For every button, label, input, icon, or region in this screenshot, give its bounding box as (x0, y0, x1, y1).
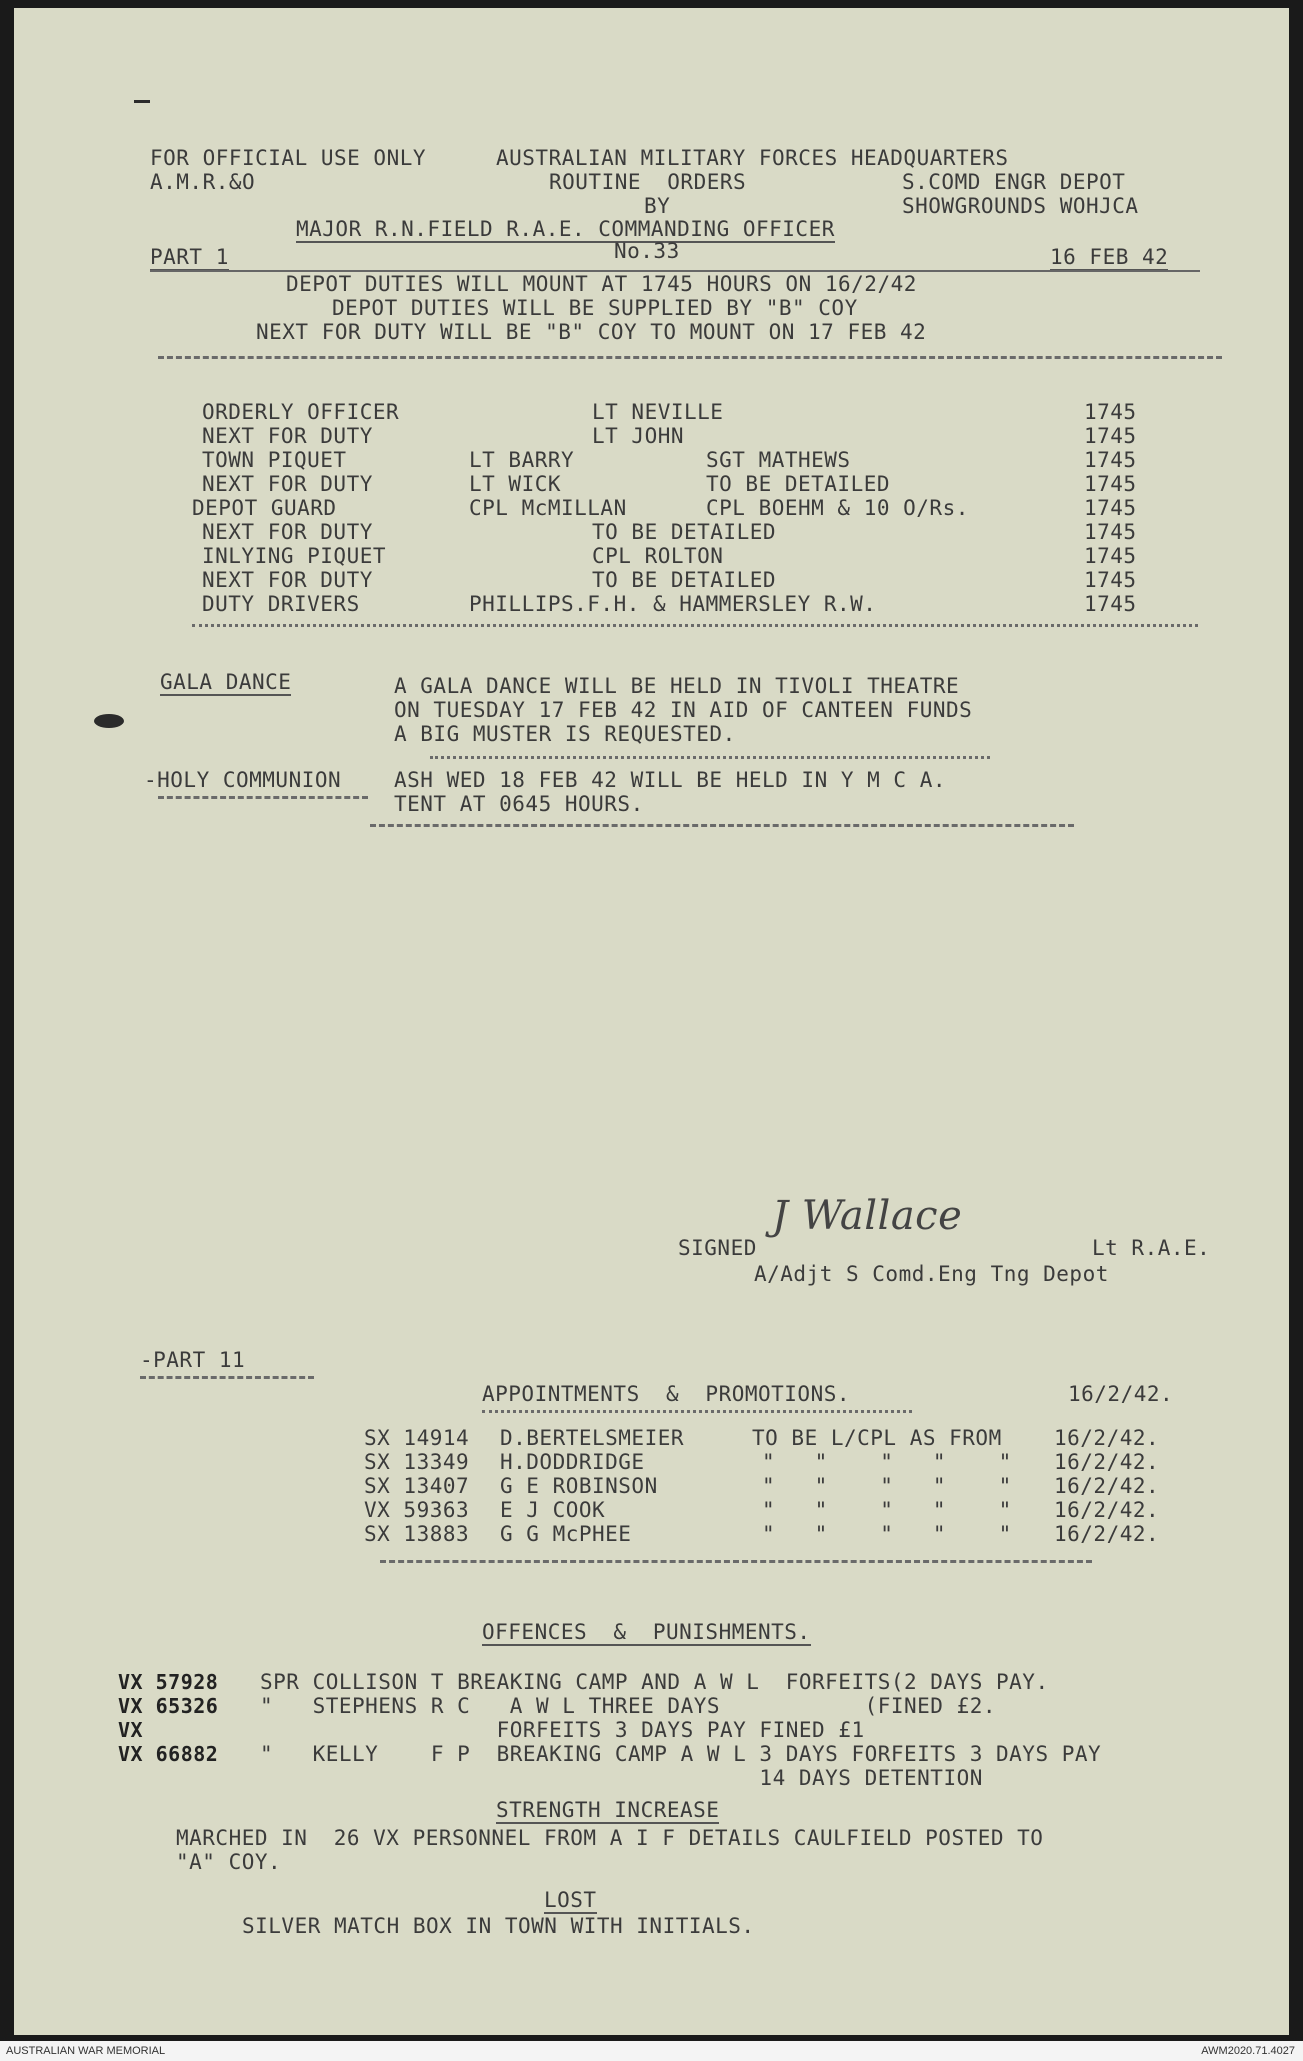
gala-line: A BIG MUSTER IS REQUESTED. (394, 722, 736, 746)
duty-time: 1745 (1084, 448, 1137, 472)
communion-line: ASH WED 18 FEB 42 WILL BE HELD IN Y M C A. (394, 768, 947, 792)
service-number: SX 13407 (364, 1474, 470, 1498)
appointment-text: " " " " " (762, 1522, 1012, 1546)
archive-footer (0, 2041, 1303, 2061)
strength-heading: STRENGTH INCREASE (496, 1798, 720, 1822)
duty-time: 1745 (1084, 496, 1137, 520)
appointment-text: TO BE L/CPL AS FROM (752, 1426, 1002, 1450)
dashed-divider (380, 1560, 1092, 1563)
soldier-name: G G McPHEE (500, 1522, 632, 1546)
service-number: SX 13883 (364, 1522, 470, 1546)
commander-label: MAJOR R.N.FIELD R.A.E. COMMANDING OFFICER (296, 217, 835, 241)
lost-line: SILVER MATCH BOX IN TOWN WITH INITIALS. (242, 1914, 755, 1938)
duty-officer: LT WICK (469, 472, 562, 496)
communion-line: TENT AT 0645 HOURS. (394, 792, 644, 816)
appointment-text: " " " " " (762, 1498, 1012, 1522)
duties-intro-line: DEPOT DUTIES WILL BE SUPPLIED BY "B" COY (332, 296, 858, 320)
duty-role: ORDERLY OFFICER (202, 400, 400, 424)
signature-title: A/Adjt S Comd.Eng Tng Depot (754, 1262, 1109, 1286)
ink-mark (134, 100, 150, 103)
offence-service-number: VX 66882 (118, 1742, 219, 1766)
appointments-date: 16/2/42. (1068, 1382, 1174, 1406)
offence-text: SPR COLLISON T BREAKING CAMP AND A W L FORFEITS(2 DAYS PAY. (260, 1670, 1049, 1694)
dashed-divider (192, 624, 1198, 627)
order-date: 16 FEB 42 (1050, 245, 1169, 269)
duty-role: INLYING PIQUET (202, 544, 387, 568)
duty-role: NEXT FOR DUTY (202, 472, 373, 496)
offence-text: FORFEITS 3 DAYS PAY FINED £1 (260, 1718, 865, 1742)
gala-heading: GALA DANCE (160, 670, 292, 694)
duty-officer: LT BARRY (469, 448, 575, 472)
duty-detail: LT NEVILLE (592, 400, 724, 424)
duty-role: DEPOT GUARD (192, 496, 337, 520)
dashed-divider (370, 824, 1074, 827)
by-label: BY (644, 194, 671, 218)
duty-time: 1745 (1084, 424, 1137, 448)
duty-time: 1745 (1084, 568, 1137, 592)
offence-service-number: VX (118, 1718, 144, 1742)
duties-intro-line: NEXT FOR DUTY WILL BE "B" COY TO MOUNT ON 17 FEB 42 (256, 320, 927, 344)
location-label: SHOWGROUNDS WOHJCA (902, 194, 1139, 218)
appointment-text: " " " " " (762, 1474, 1012, 1498)
offence-text: " STEPHENS R C A W L THREE DAYS (FINED £2. (260, 1694, 997, 1718)
service-number: VX 59363 (364, 1498, 470, 1522)
gala-line: A GALA DANCE WILL BE HELD IN TIVOLI THEATRE (394, 674, 960, 698)
part2-label: -PART 11 (140, 1348, 246, 1372)
duty-detail: TO BE DETAILED (592, 520, 777, 544)
document-page (14, 8, 1289, 2035)
offences-heading: OFFENCES & PUNISHMENTS. (482, 1620, 811, 1644)
order-number: No.33 (614, 239, 680, 263)
signature: J Wallace (772, 1193, 963, 1239)
duty-role: TOWN PIQUET (202, 448, 347, 472)
part-label: PART 1 (150, 245, 229, 269)
appointment-text: " " " " " (762, 1450, 1012, 1474)
depot-label: S.COMD ENGR DEPOT (902, 170, 1126, 194)
duty-role: DUTY DRIVERS (202, 592, 360, 616)
signature-rank: Lt R.A.E. (1092, 1236, 1211, 1260)
org-title: AUSTRALIAN MILITARY FORCES HEADQUARTERS (496, 146, 1009, 170)
appointment-date: 16/2/42. (1054, 1426, 1160, 1450)
strength-line: MARCHED IN 26 VX PERSONNEL FROM A I F DETAILS CAULFIELD POSTED TO (176, 1826, 1044, 1850)
duty-time: 1745 (1084, 472, 1137, 496)
routine-orders-label: ROUTINE ORDERS (549, 170, 747, 194)
official-use-label: FOR OFFICIAL USE ONLY (150, 146, 427, 170)
duty-time: 1745 (1084, 544, 1137, 568)
appointments-heading: APPOINTMENTS & PROMOTIONS. (482, 1382, 851, 1406)
duty-role: NEXT FOR DUTY (202, 424, 373, 448)
soldier-name: E J COOK (500, 1498, 606, 1522)
duty-detail: LT JOHN (592, 424, 685, 448)
duty-detail: CPL BOEHM & 10 O/Rs. (706, 496, 969, 520)
punch-hole-mark (94, 714, 124, 728)
duty-role: NEXT FOR DUTY (202, 520, 373, 544)
service-number: SX 13349 (364, 1450, 470, 1474)
signed-label: SIGNED (678, 1236, 757, 1260)
duties-intro-line: DEPOT DUTIES WILL MOUNT AT 1745 HOURS ON 16/2/42 (286, 272, 917, 296)
duty-officer: PHILLIPS.F.H. & HAMMERSLEY R.W. (469, 592, 877, 616)
dashed-divider (430, 756, 990, 759)
appointment-date: 16/2/42. (1054, 1474, 1160, 1498)
appointment-date: 16/2/42. (1054, 1522, 1160, 1546)
soldier-name: H.DODDRIDGE (500, 1450, 645, 1474)
footer-source: AUSTRALIAN WAR MEMORIAL (6, 2045, 166, 2057)
duty-officer: CPL McMILLAN (469, 496, 627, 520)
duty-role: NEXT FOR DUTY (202, 568, 373, 592)
dashed-divider (158, 356, 1222, 359)
soldier-name: G E ROBINSON (500, 1474, 658, 1498)
lost-heading: LOST (544, 1888, 597, 1912)
duty-detail: CPL ROLTON (592, 544, 724, 568)
soldier-name: D.BERTELSMEIER (500, 1426, 685, 1450)
duty-time: 1745 (1084, 400, 1137, 424)
duty-time: 1745 (1084, 592, 1137, 616)
part2-underline (140, 1376, 314, 1379)
communion-heading: -HOLY COMMUNION (144, 768, 342, 792)
appointment-date: 16/2/42. (1054, 1498, 1160, 1522)
appointment-date: 16/2/42. (1054, 1450, 1160, 1474)
duty-detail: TO BE DETAILED (706, 472, 891, 496)
amrco-label: A.M.R.&O (150, 170, 256, 194)
service-number: SX 14914 (364, 1426, 470, 1450)
offence-service-number: VX 57928 (118, 1670, 219, 1694)
duty-detail: SGT MATHEWS (706, 448, 851, 472)
offence-service-number: VX 65326 (118, 1694, 219, 1718)
footer-reference: AWM2020.71.4027 (1201, 2045, 1295, 2057)
strength-line: "A" COY. (176, 1850, 282, 1874)
duty-detail: TO BE DETAILED (592, 568, 777, 592)
gala-line: ON TUESDAY 17 FEB 42 IN AID OF CANTEEN FUNDS (394, 698, 973, 722)
appointments-underline (482, 1410, 912, 1413)
offence-text: 14 DAYS DETENTION (260, 1766, 983, 1790)
offence-text: " KELLY F P BREAKING CAMP A W L 3 DAYS FORFEITS 3 DAYS PAY (260, 1742, 1102, 1766)
communion-underline (158, 796, 368, 799)
duty-time: 1745 (1084, 520, 1137, 544)
